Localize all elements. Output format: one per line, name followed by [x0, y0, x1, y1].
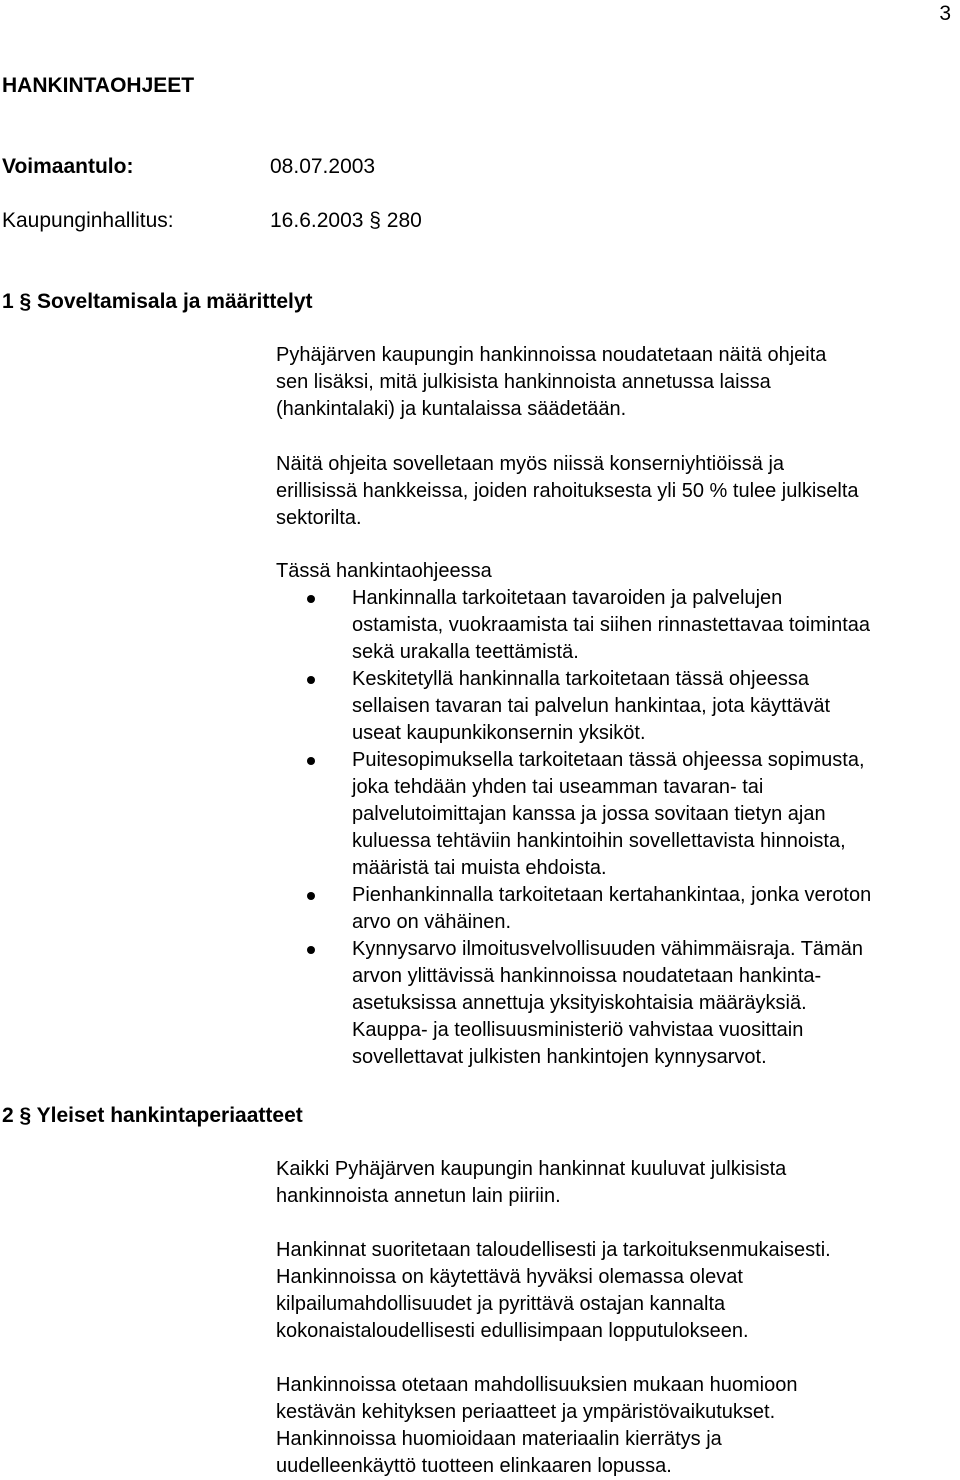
list-item [276, 936, 960, 1071]
text-line: Pyhäjärven kaupungin hankinnoissa noudatetaan näitä ohjeita [276, 344, 827, 366]
text-line: Keskitetyllä hankinnalla tarkoitetaan tässä ohjeessa [352, 668, 809, 690]
section-2-heading: 2 § Yleiset hankintaperiaatteet [2, 1104, 303, 1127]
council-label: Kaupunginhallitus: [2, 209, 174, 232]
text-line: Hankinnalla tarkoitetaan tavaroiden ja palvelujen [352, 587, 783, 609]
text-line: Hankinnoissa on käytettävä hyväksi olemassa olevat [276, 1266, 743, 1288]
text-line: sekä urakalla teettämistä. [352, 641, 579, 663]
text-line: määristä tai muista ehdoista. [352, 857, 607, 879]
effective-date-label: Voimaantulo: [2, 155, 134, 178]
bullet-icon [307, 757, 315, 765]
text-line: kuluessa tehtäviin hankintoihin sovellettavista hinnoista, [352, 830, 846, 852]
text-line: arvo on vähäinen. [352, 911, 512, 933]
text-line: Hankinnoissa otetaan mahdollisuuksien mukaan huomioon [276, 1374, 798, 1396]
text-line: kilpailumahdollisuudet ja pyrittävä ostajan kannalta [276, 1293, 726, 1315]
text-line: joka tehdään yhden tai useamman tavaran- tai [352, 776, 764, 798]
text-line: useat kaupunkikonsernin yksiköt. [352, 722, 646, 744]
text-line: Kauppa- ja teollisuusministeriö vahvistaa vuosittain [352, 1019, 804, 1041]
bullet-icon [307, 946, 315, 954]
section-2-paragraph-1 [276, 1156, 960, 1210]
text-line: arvon ylittävissä hankinnoissa noudatetaan hankinta- [352, 965, 822, 987]
text-line: erillisissä hankkeissa, joiden rahoituksesta yli 50 % tulee julkiselta [276, 480, 859, 502]
text-line: Näitä ohjeita sovelletaan myös niissä konserniyhtiöissä ja [276, 453, 785, 475]
text-line: Hankinnoissa huomioidaan materiaalin kierrätys ja [276, 1428, 722, 1450]
list-item [276, 666, 960, 747]
text-line: Kynnysarvo ilmoitusvelvollisuuden vähimmäisraja. Tämän [352, 938, 863, 960]
document-title: HANKINTAOHJEET [2, 74, 195, 97]
bullet-icon [307, 595, 315, 603]
definitions-intro: Tässä hankintaohjeessa [276, 560, 492, 582]
text-line: sellaisen tavaran tai palvelun hankintaa, jota käyttävät [352, 695, 831, 717]
text-line: Hankinnat suoritetaan taloudellisesti ja tarkoituksenmukaisesti. [276, 1239, 831, 1261]
text-line: sen lisäksi, mitä julkisista hankinnoista annetussa laissa [276, 371, 771, 393]
text-line: palvelutoimittajan kanssa ja jossa sovitaan tietyn ajan [352, 803, 826, 825]
section-2-paragraph-3 [276, 1372, 960, 1480]
text-line: sovellettavat julkisten hankintojen kynnysarvot. [352, 1046, 767, 1068]
list-item [276, 882, 960, 936]
section-2-paragraph-2 [276, 1237, 960, 1345]
section-1-paragraph-2 [276, 451, 960, 532]
definitions-list [276, 585, 960, 1071]
list-item [276, 585, 960, 666]
text-line: Kaikki Pyhäjärven kaupungin hankinnat kuuluvat julkisista [276, 1158, 787, 1180]
text-line: Puitesopimuksella tarkoitetaan tässä ohjeessa sopimusta, [352, 749, 865, 771]
text-line: kokonaistaloudellisesti edullisimpaan lopputulokseen. [276, 1320, 749, 1342]
text-line: (hankintalaki) ja kuntalaissa säädetään. [276, 398, 627, 420]
text-line: hankinnoista annetun lain piiriin. [276, 1185, 561, 1207]
list-item [276, 747, 960, 882]
text-line: uudelleenkäyttö tuotteen elinkaaren lopussa. [276, 1455, 672, 1477]
text-line: ostamista, vuokraamista tai siihen rinnastettavaa toimintaa [352, 614, 871, 636]
text-line: asetuksissa annettuja yksityiskohtaisia määräyksiä. [352, 992, 807, 1014]
text-line: kestävän kehityksen periaatteet ja ympäristövaikutukset. [276, 1401, 776, 1423]
text-line: sektorilta. [276, 507, 362, 529]
section-1-heading: 1 § Soveltamisala ja määrittelyt [2, 290, 313, 313]
page-number: 3 [939, 2, 951, 25]
council-decision-value: 16.6.2003 § 280 [270, 209, 422, 232]
section-1-paragraph-1 [276, 342, 960, 423]
effective-date-value: 08.07.2003 [270, 155, 376, 178]
bullet-icon [307, 676, 315, 684]
text-line: Pienhankinnalla tarkoitetaan kertahankintaa, jonka veroton [352, 884, 872, 906]
bullet-icon [307, 892, 315, 900]
